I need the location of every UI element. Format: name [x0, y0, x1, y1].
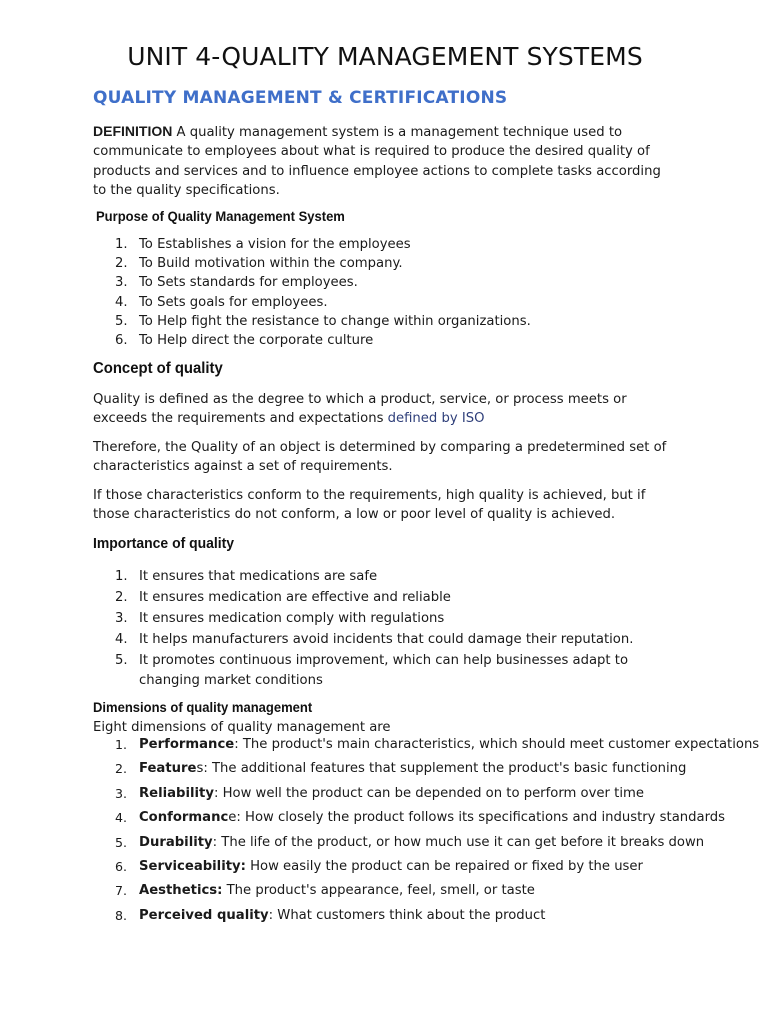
list-item: 5. Durability: The life of the product, or how much use it can get before it breaks down	[115, 834, 705, 850]
definition-text: A quality management system is a management technique used to communicate to employees about what is required to produce the desired quality of products and services and to influence employee actions to complete tasks according to the quality specifications.	[93, 125, 661, 198]
list-item: 4. To Sets goals for employees.	[115, 294, 328, 310]
dimensions-heading: Dimensions of quality management	[93, 699, 313, 715]
list-item: 3. It ensures medication comply with regulations	[115, 611, 445, 626]
list-item: 4. It helps manufacturers avoid incidents that could damage their reputation.	[115, 632, 634, 647]
list-item: 6. To Help direct the corporate culture	[115, 332, 374, 348]
definition-paragraph	[93, 122, 678, 200]
list-item: 2. To Build motivation within the company.	[115, 256, 403, 272]
list-item: 3. To Sets standards for employees.	[115, 275, 358, 291]
dimensions-list	[0, 733, 759, 928]
importance-heading: Importance of quality	[93, 535, 235, 552]
iso-reference: defined by ISO	[387, 411, 485, 427]
definition-label: DEFINITION	[93, 123, 173, 139]
list-item: 5. It promotes continuous improvement, which can help businesses adapt to changing market conditions	[115, 653, 629, 689]
list-item: 8. Perceived quality: What customers think about the product	[115, 907, 546, 923]
list-item: 5. To Help fight the resistance to change within organizations.	[115, 313, 531, 329]
list-item: 4. Conformance: How closely the product follows its specifications and industry standards	[115, 810, 726, 826]
concept-paragraph-2: Therefore, the Quality of an object is determined by comparing a predetermined set of characteristics against a set of requirements.	[93, 440, 667, 475]
list-item: 1. To Establishes a vision for the employees	[115, 237, 411, 252]
purpose-list	[0, 235, 531, 350]
list-item: 2. Features: The additional features that supplement the product's basic functioning	[115, 761, 687, 777]
list-item: 6. Serviceability: How easily the product can be repaired or fixed by the user	[115, 858, 643, 874]
section-subtitle: QUALITY MANAGEMENT & CERTIFICATIONS	[93, 88, 508, 108]
dimensions-intro: Eight dimensions of quality management are	[93, 720, 391, 735]
concept-paragraph-3: If those characteristics conform to the requirements, high quality is achieved, but if those characteristics do not conform, a low or poor level of quality is achieved.	[93, 488, 646, 523]
list-item: 7. Aesthetics: The product's appearance, feel, smell, or taste	[115, 883, 535, 899]
concept-paragraph-1: Quality is defined as the degree to which a product, service, or process meets or exceeds the requirements and expectations defined by ISO	[93, 392, 627, 427]
list-item: 2. It ensures medication are effective and reliable	[115, 590, 451, 605]
list-item: 1. It ensures that medications are safe	[115, 569, 378, 584]
concept-heading: Concept of quality	[93, 360, 223, 377]
list-item: 1. Performance: The product's main characteristics, which should meet customer expectations	[115, 737, 760, 752]
importance-list	[0, 567, 639, 692]
list-item: 3. Reliability: How well the product can be depended on to perform over time	[115, 785, 644, 801]
page-title: UNIT 4-QUALITY MANAGEMENT SYSTEMS	[127, 42, 643, 71]
purpose-heading: Purpose of Quality Management System	[96, 208, 345, 224]
